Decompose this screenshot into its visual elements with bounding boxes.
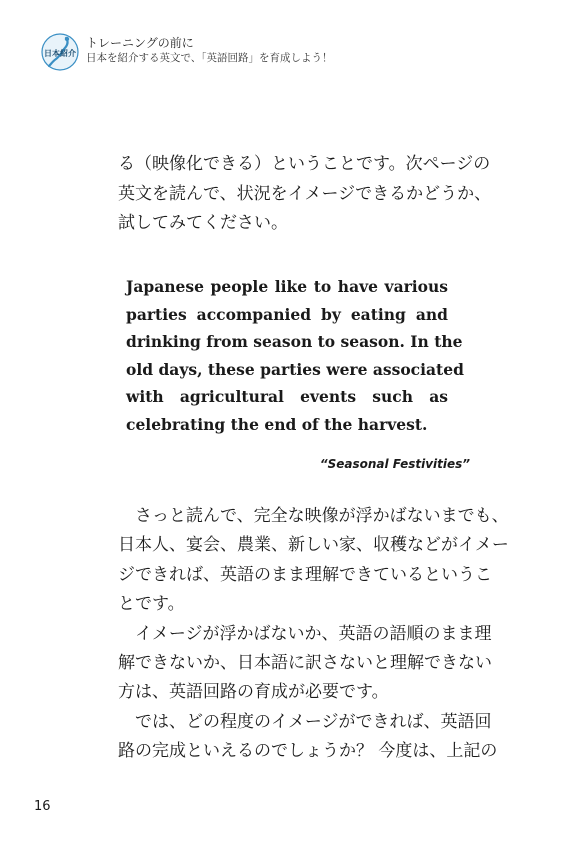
body-line: さっと読んで、完全な映像が浮かばないまでも、	[118, 506, 509, 526]
header-title: トレーニングの前に	[86, 36, 194, 50]
body-paragraphs	[118, 502, 509, 767]
intro-line: 英文を読んで、状況をイメージできるかどうか、	[118, 183, 492, 204]
body-line: とです。	[118, 594, 185, 615]
body-line: ジできれば、英語のまま理解できているというこ	[118, 564, 492, 585]
english-passage	[126, 273, 464, 439]
intro-line: る（映像化できる）ということです。次ページの	[118, 154, 491, 174]
body-line: 路の完成といえるのでしょうか？ 今度は、上記の	[118, 741, 498, 762]
passage-line: with agricultural events such as	[126, 387, 448, 407]
body-line: 解できないか、日本語に訳さないと理解できない	[118, 653, 492, 674]
intro-paragraph	[118, 150, 498, 239]
logo-text: 日本紹介	[44, 49, 76, 58]
body-line: では、どの程度のイメージができれば、英語回	[118, 711, 492, 732]
passage-line: parties accompanied by eating and	[126, 304, 448, 324]
passage-source: “Seasonal Festivities”	[319, 457, 470, 471]
page-number: 16	[34, 799, 51, 814]
passage-line: old days, these parties were associated	[126, 359, 464, 379]
intro-line: 試してみてください。	[118, 213, 288, 233]
passage-line: celebrating the end of the harvest.	[126, 414, 428, 434]
header-subtitle: 日本を紹介する英文で、「英語回路」を育成しよう！	[86, 52, 333, 64]
body-line: イメージが浮かばないか、英語の語順のまま理	[118, 623, 492, 644]
body-line: 方は、英語回路の育成が必要です。	[118, 682, 389, 703]
passage-line: drinking from season to season. In the	[126, 332, 463, 352]
japan-map-logo-icon	[40, 32, 80, 72]
body-line: 日本人、宴会、農業、新しい家、収穫などがイメー	[118, 535, 509, 556]
running-header	[40, 32, 560, 72]
passage-line: Japanese people like to have various	[126, 277, 448, 296]
